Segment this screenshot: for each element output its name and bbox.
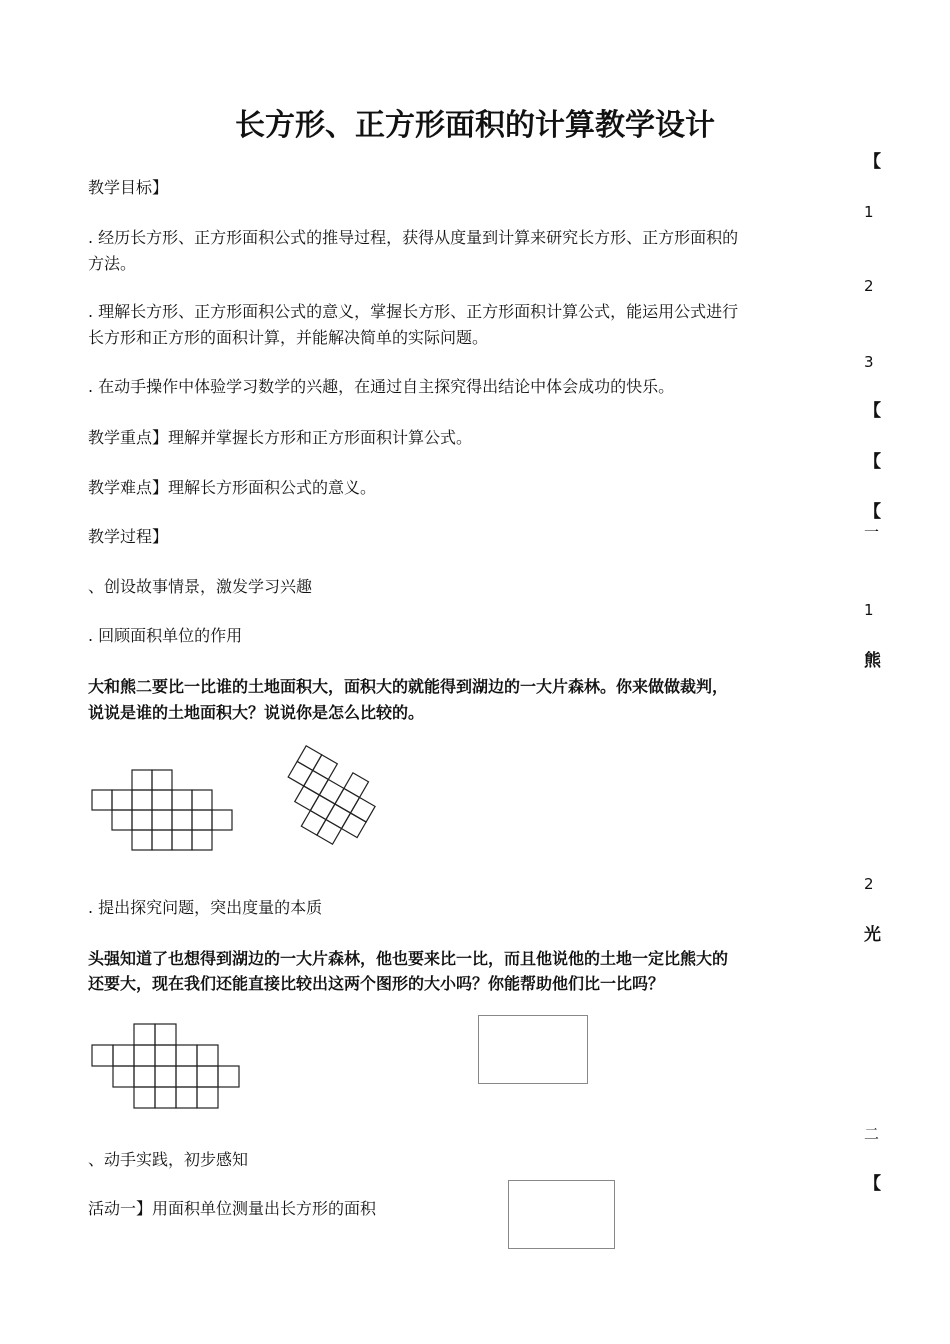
margin-char: 【 (864, 152, 881, 172)
rectangle-figure (478, 1015, 588, 1084)
margin-char: 熊 (864, 651, 881, 671)
grid-shape-2 (90, 1022, 242, 1112)
section-1-heading: 、创设故事情景，激发学习兴趣 (88, 577, 313, 596)
story-2-line-2: 还要大，现在我们还能直接比较出这两个图形的大小吗？你能帮助他们比一比吗？ (88, 974, 665, 993)
difficulty: 教学难点】理解长方形面积公式的意义。 (88, 478, 377, 497)
rectangle-figure (508, 1180, 615, 1249)
grid-shape-rotated (272, 744, 384, 856)
step-1: . 回顾面积单位的作用 (88, 626, 243, 645)
margin-char: 【 (864, 502, 881, 522)
margin-char: 一 (864, 523, 880, 541)
margin-char: 二 (864, 1125, 880, 1143)
margin-char: 【 (864, 401, 881, 421)
story-1-line-1: 大和熊二要比一比谁的土地面积大，面积大的就能得到湖边的一大片森林。你来做做裁判， (88, 677, 729, 696)
goals-heading: 教学目标】 (88, 178, 169, 197)
margin-char: 【 (864, 1174, 881, 1194)
margin-char: 【 (864, 452, 881, 472)
goal-2-line-1: . 理解长方形、正方形面积公式的意义，掌握长方形、正方形面积计算公式，能运用公式进行 (88, 302, 739, 321)
page-title: 长方形、正方形面积的计算教学设计 (235, 108, 715, 143)
goal-3: . 在动手操作中体验学习数学的兴趣，在通过自主探究得出结论中体会成功的快乐。 (88, 377, 675, 396)
step-2: . 提出探究问题，突出度量的本质 (88, 898, 323, 917)
margin-char: 1 (864, 203, 874, 221)
margin-char: 光 (864, 925, 881, 945)
process-heading: 教学过程】 (88, 527, 169, 546)
margin-char: 2 (864, 875, 874, 893)
margin-char: 2 (864, 277, 874, 295)
key-point: 教学重点】理解并掌握长方形和正方形面积计算公式。 (88, 428, 473, 447)
goal-1-line-1: . 经历长方形、正方形面积公式的推导过程，获得从度量到计算来研究长方形、正方形面积的 (88, 228, 739, 247)
margin-char: 1 (864, 601, 874, 619)
goal-2-line-2: 长方形和正方形的面积计算，并能解决简单的实际问题。 (88, 328, 489, 347)
story-1-line-2: 说说是谁的土地面积大？说说你是怎么比较的。 (88, 703, 425, 722)
margin-char: 3 (864, 353, 874, 371)
goal-1-line-2: 方法。 (88, 254, 137, 273)
section-2-heading: 、动手实践，初步感知 (88, 1150, 249, 1169)
activity-1: 活动一】用面积单位测量出长方形的面积 (88, 1199, 377, 1218)
story-2-line-1: 头强知道了也想得到湖边的一大片森林，他也要来比一比，而且他说他的土地一定比熊大的 (88, 949, 729, 968)
grid-shape-1 (90, 768, 240, 853)
